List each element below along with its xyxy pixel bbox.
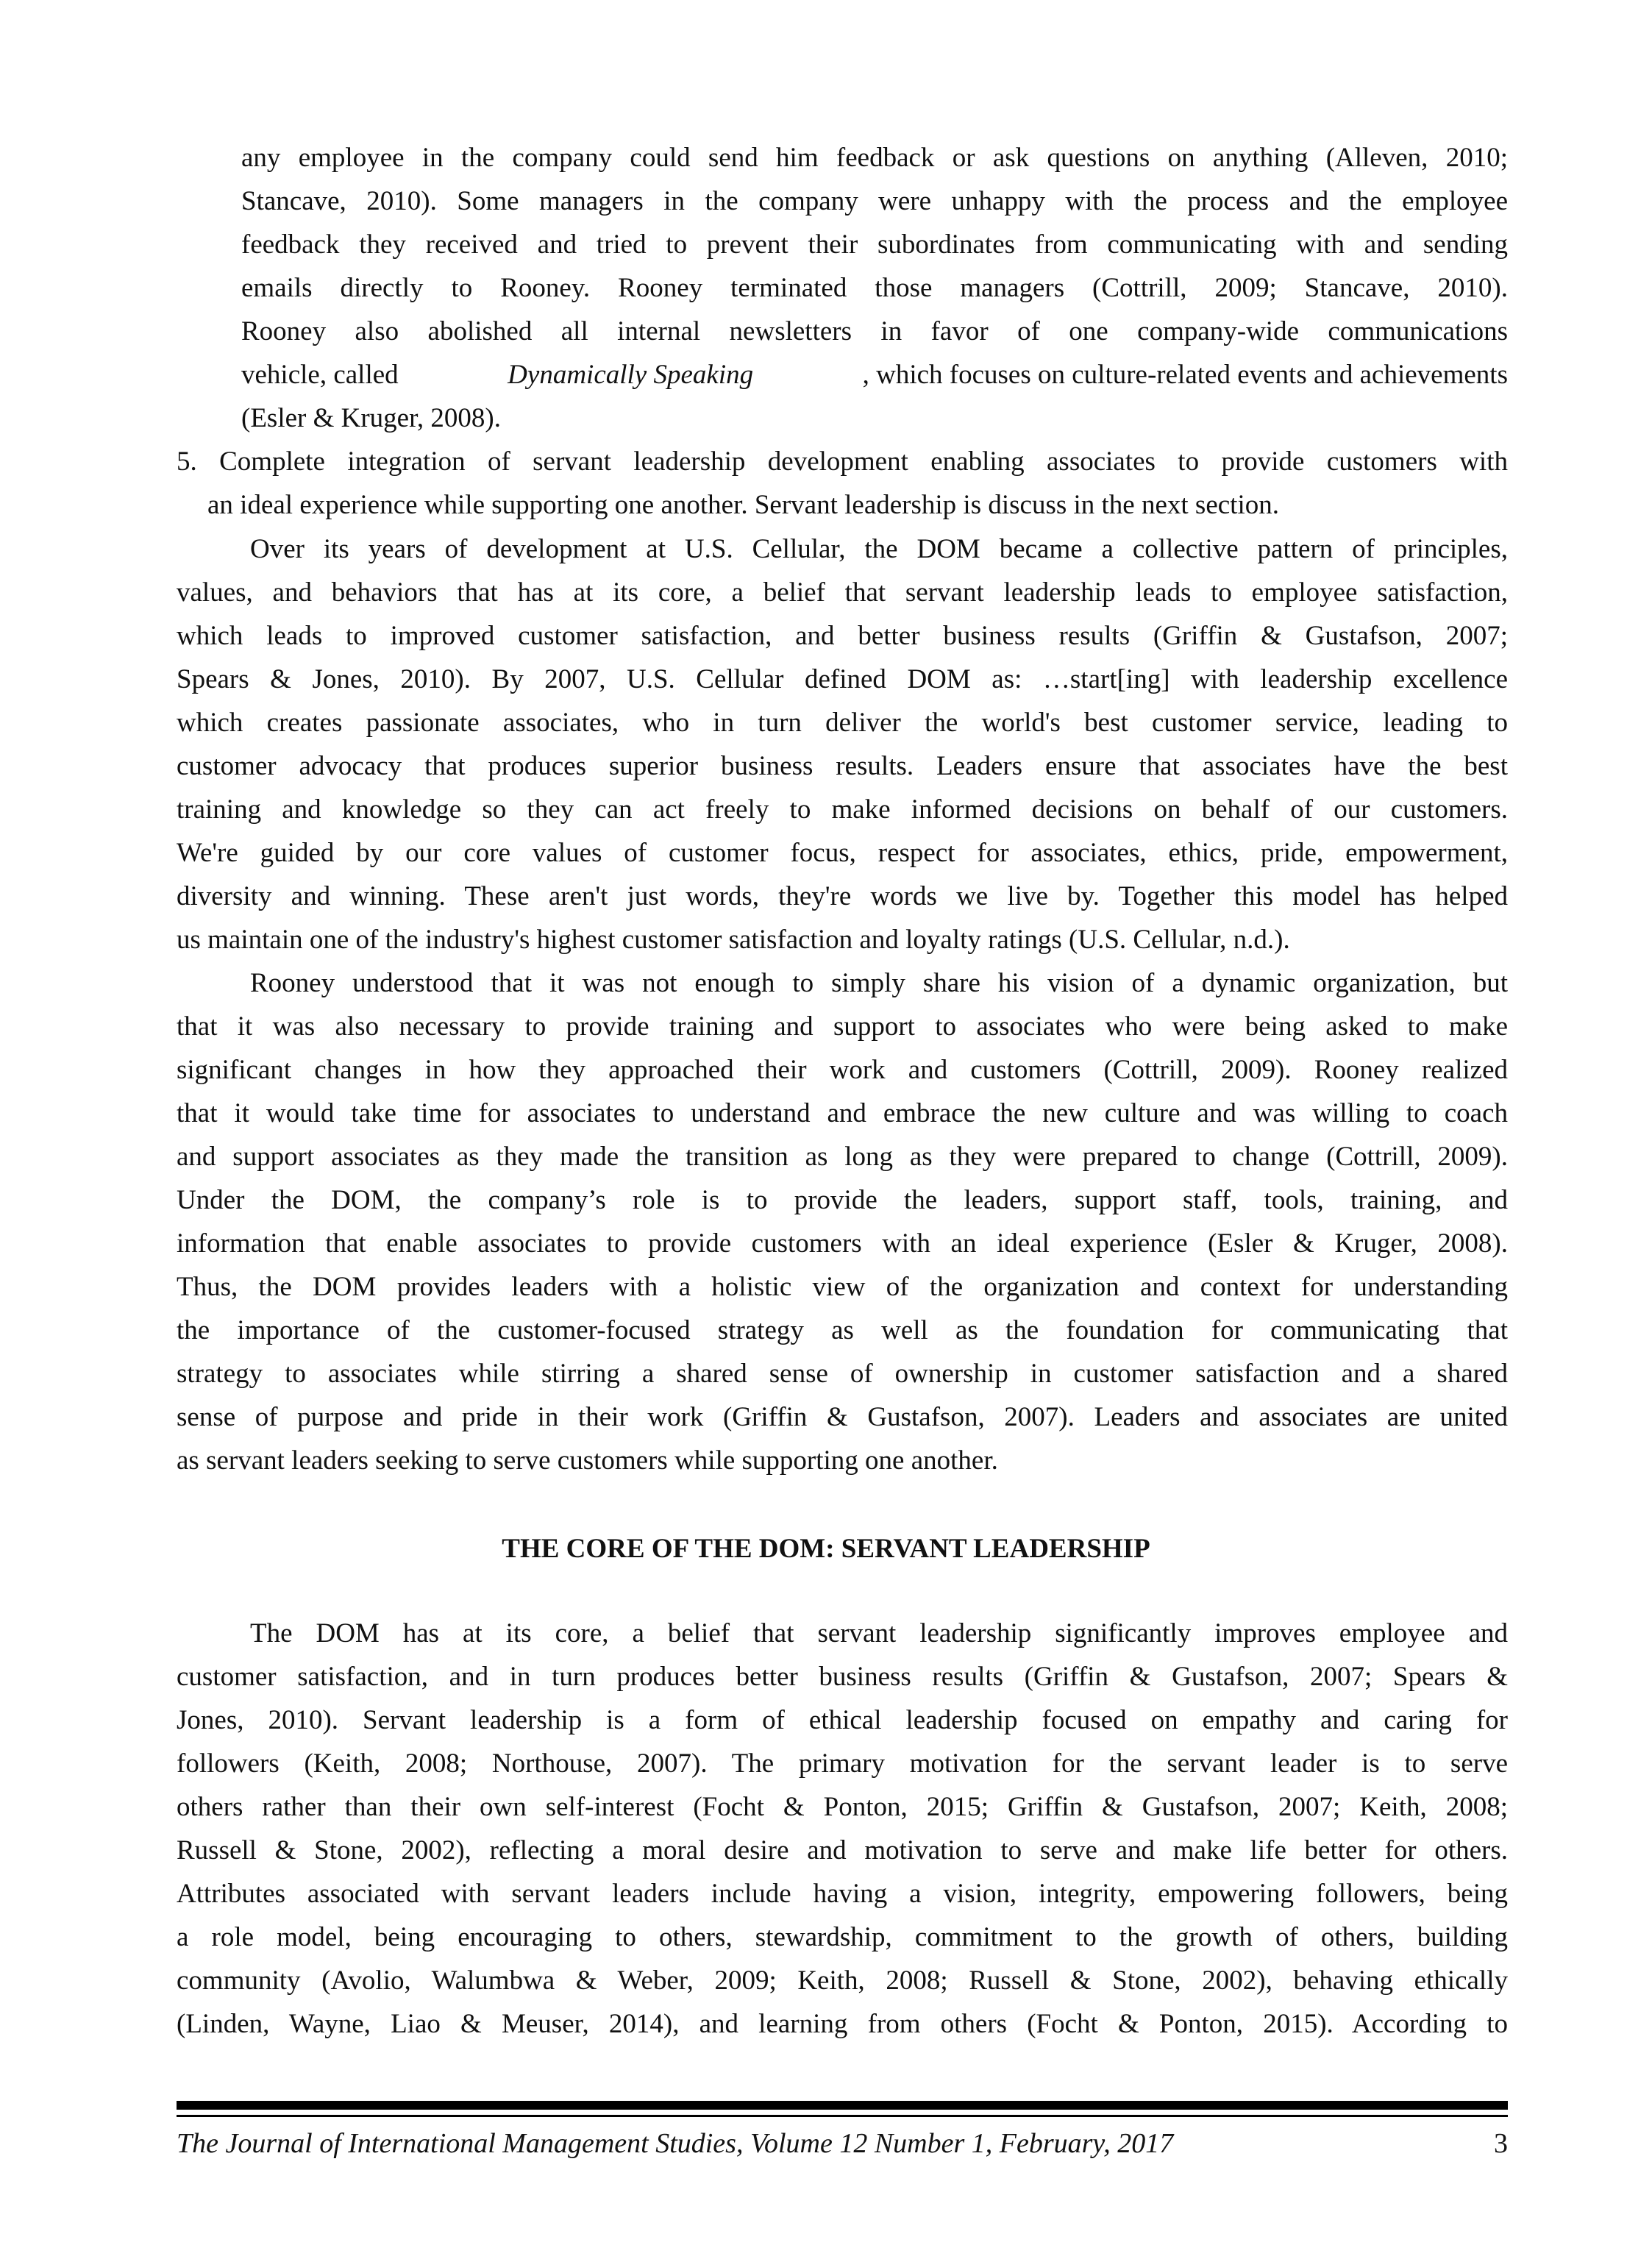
text-line: us maintain one of the industry's highest customer satisfaction and loyalty ratings (U.S. Cellular, n.d.). (177, 925, 1290, 955)
text-line: customer satisfaction, and in turn produces better business results (Griffin & Gustafson, 2007; Spears & (177, 1662, 1508, 1692)
text-line: emails directly to Rooney. Rooney terminated those managers (Cottrill, 2009; Stancave, 2010). (241, 273, 1508, 303)
text-line: The DOM has at its core, a belief that servant leadership significantly improves employee and (250, 1618, 1508, 1648)
text-line: training and knowledge so they can act freely to make informed decisions on behalf of our customers. (177, 794, 1508, 825)
text-line: that it was also necessary to provide training and support to associates who were being asked to make (177, 1011, 1508, 1042)
footer-rule-thick (177, 2101, 1508, 2110)
text-line: which leads to improved customer satisfaction, and better business results (Griffin & Gustafson, 2007; (177, 621, 1508, 651)
text-line: community (Avolio, Walumbwa & Weber, 2009; Keith, 2008; Russell & Stone, 2002), behaving ethically (177, 1965, 1508, 1996)
text-line: Spears & Jones, 2010). By 2007, U.S. Cellular defined DOM as: …start[ing] with leadership excellence (177, 664, 1508, 694)
text-fragment: , which focuses on culture-related events and achievements (862, 360, 1508, 390)
text-line: followers (Keith, 2008; Northouse, 2007). The primary motivation for the servant leader is to serve (177, 1748, 1508, 1779)
text-line: others rather than their own self-interest (Focht & Ponton, 2015; Griffin & Gustafson, 2007; Keith, 2008; (177, 1792, 1508, 1822)
text-line: Under the DOM, the company’s role is to provide the leaders, support staff, tools, training, and (177, 1185, 1508, 1215)
text-line: the importance of the customer-focused strategy as well as the foundation for communicating that (177, 1315, 1508, 1345)
text-line: significant changes in how they approached their work and customers (Cottrill, 2009). Rooney realized (177, 1055, 1508, 1085)
text-line: an ideal experience while supporting one another. Servant leadership is discuss in the next section. (207, 490, 1279, 520)
text-line: Rooney also abolished all internal newsletters in favor of one company-wide communications (241, 316, 1508, 346)
text-line: information that enable associates to provide customers with an ideal experience (Esler & Kruger, 2008). (177, 1228, 1508, 1259)
text-line: any employee in the company could send him feedback or ask questions on anything (Alleven, 2010; (241, 143, 1508, 173)
text-line: Jones, 2010). Servant leadership is a form of ethical leadership focused on empathy and caring for (177, 1705, 1508, 1735)
text-line: sense of purpose and pride in their work (Griffin & Gustafson, 2007). Leaders and associates are united (177, 1402, 1508, 1432)
text-line: Thus, the DOM provides leaders with a holistic view of the organization and context for understanding (177, 1272, 1508, 1302)
text-line: and support associates as they made the transition as long as they were prepared to change (Cottrill, 2009). (177, 1142, 1508, 1172)
journal-footer: The Journal of International Management Studies, Volume 12 Number 1, February, 2017 (177, 2128, 1174, 2159)
text-line: Over its years of development at U.S. Cellular, the DOM became a collective pattern of principles, (250, 534, 1508, 564)
footer-rule-thin (177, 2115, 1508, 2117)
text-line: We're guided by our core values of customer focus, respect for associates, ethics, pride, empowerment, (177, 838, 1508, 868)
text-line: (Esler & Kruger, 2008). (241, 403, 501, 433)
text-line: which creates passionate associates, who in turn deliver the world's best customer service, leading to (177, 708, 1508, 738)
text-line: a role model, being encouraging to others, stewardship, commitment to the growth of others, building (177, 1922, 1508, 1952)
text-line: Stancave, 2010). Some managers in the company were unhappy with the process and the employee (241, 186, 1508, 216)
text-line: that it would take time for associates to understand and embrace the new culture and was willing to coach (177, 1098, 1508, 1128)
text-line: strategy to associates while stirring a shared sense of ownership in customer satisfaction and a shared (177, 1359, 1508, 1389)
text-line (241, 361, 1508, 388)
text-line: Rooney understood that it was not enough to simply share his vision of a dynamic organization, but (250, 968, 1508, 998)
page-number: 3 (1494, 2128, 1508, 2159)
text-fragment: vehicle, called (241, 360, 399, 390)
text-line: Russell & Stone, 2002), reflecting a moral desire and motivation to serve and make life better for others. (177, 1835, 1508, 1865)
section-heading: THE CORE OF THE DOM: SERVANT LEADERSHIP (502, 1534, 1150, 1564)
text-line: diversity and winning. These aren't just words, they're words we live by. Together this model has helped (177, 881, 1508, 911)
publication-title: Dynamically Speaking (508, 360, 754, 390)
text-line: 5. Complete integration of servant leadership development enabling associates to provide customers with (177, 447, 1508, 477)
text-line: as servant leaders seeking to serve customers while supporting one another. (177, 1445, 998, 1476)
text-line: (Linden, Wayne, Liao & Meuser, 2014), and learning from others (Focht & Ponton, 2015). According to (177, 2009, 1508, 2039)
text-line: customer advocacy that produces superior business results. Leaders ensure that associates have the best (177, 751, 1508, 781)
text-line: feedback they received and tried to prevent their subordinates from communicating with and sending (241, 230, 1508, 260)
text-line: Attributes associated with servant leaders include having a vision, integrity, empowering followers, being (177, 1879, 1508, 1909)
text-line: values, and behaviors that has at its core, a belief that servant leadership leads to employee satisfaction, (177, 577, 1508, 608)
